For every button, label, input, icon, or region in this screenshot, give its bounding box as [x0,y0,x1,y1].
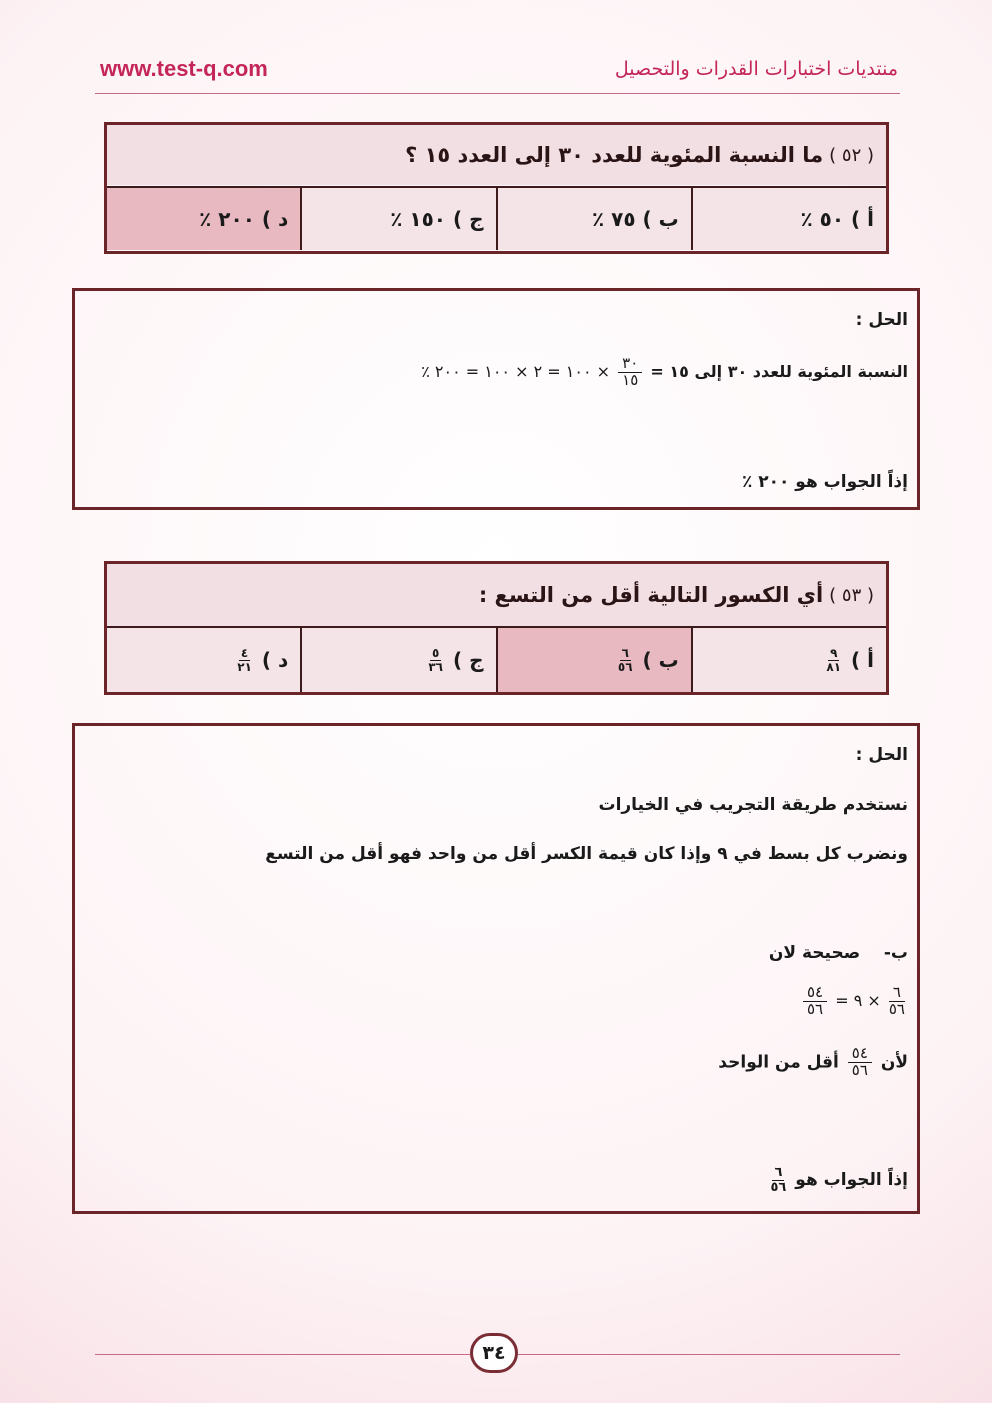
fraction: $\frac{٥٤}{٥٦}$ [848,1046,872,1079]
fraction-30-15: $\frac{٣٠}{١٥}$ [618,356,642,389]
fraction: $\frac{٥٤}{٥٦}$ [803,985,827,1018]
option-a[interactable]: أ ) ٥٠ ٪ [691,188,886,250]
solution-53-option-b: ب- صحيحة لان [768,943,908,963]
option-b-correct[interactable]: ب ) $\frac{٦}{٥٦}$ [496,628,691,692]
question-53-title [107,564,886,626]
solution-52-answer: إذاً الجواب هو ٢٠٠ ٪ [741,472,908,492]
question-52-title [107,125,886,185]
option-b[interactable]: ب ) ٧٥ ٪ [496,188,691,250]
fraction: $\frac{٩}{٨١}$ [826,645,842,674]
solution-53-line2: ونضرب كل بسط في ٩ وإذا كان قيمة الكسر أقل من واحد فهو أقل من التسع [265,844,908,864]
page-number: ٣٤ [470,1333,518,1373]
solution-52-equation: النسبة المئوية للعدد ٣٠ إلى ١٥ = $\frac{٣٠}{١٥}$ × ١٠٠ = ٢ × ١٠٠ = ٢٠٠ ٪ [421,354,908,389]
fraction: $\frac{٦}{٥٦}$ [617,645,633,674]
site-url[interactable]: www.test-q.com [100,56,268,81]
question-text: ما النسبة المئوية للعدد ٣٠ إلى العدد ١٥ ؟ [405,143,824,167]
solution-53-equation: $\frac{٦}{٥٦}$ × ٩ = $\frac{٥٤}{٥٦}$ [800,985,908,1018]
fraction: $\frac{٦}{٥٦}$ [770,1165,787,1195]
option-c[interactable]: ج ) ١٥٠ ٪ [300,188,495,250]
footer-line-right [518,1354,900,1355]
fraction: $\frac{٦}{٥٦}$ [888,983,905,1018]
question-number: ( ٥٢ ) [829,144,874,166]
solution-53-reason: لأن $\frac{٥٤}{٥٦}$ أقل من الواحد [718,1044,908,1079]
option-d[interactable]: د ) $\frac{٤}{٢١}$ [107,628,300,692]
question-53-options [107,626,886,692]
solution-53-heading: الحل : [855,745,908,765]
question-text: أي الكسور التالية أقل من التسع : [478,583,824,607]
footer-line-left [95,1354,470,1355]
question-number: ( ٥٣ ) [829,584,874,606]
option-a[interactable]: أ ) $\frac{٩}{٨١}$ [691,628,886,692]
solution-52-heading: الحل : [855,310,908,330]
question-52-options [107,186,886,250]
solution-53-line1: نستخدم طريقة التجريب في الخيارات [598,795,908,815]
fraction: $\frac{٤}{٢١}$ [237,645,252,674]
forum-title: منتديات اختبارات القدرات والتحصيل [614,58,898,80]
solution-53-answer: إذاً الجواب هو $\frac{٦}{٥٦}$ [770,1165,908,1195]
header-divider [95,93,900,94]
option-c[interactable]: ج ) $\frac{٥}{٣٦}$ [300,628,495,692]
fraction: $\frac{٥}{٣٦}$ [428,645,443,674]
option-d-correct[interactable]: د ) ٢٠٠ ٪ [107,188,300,250]
